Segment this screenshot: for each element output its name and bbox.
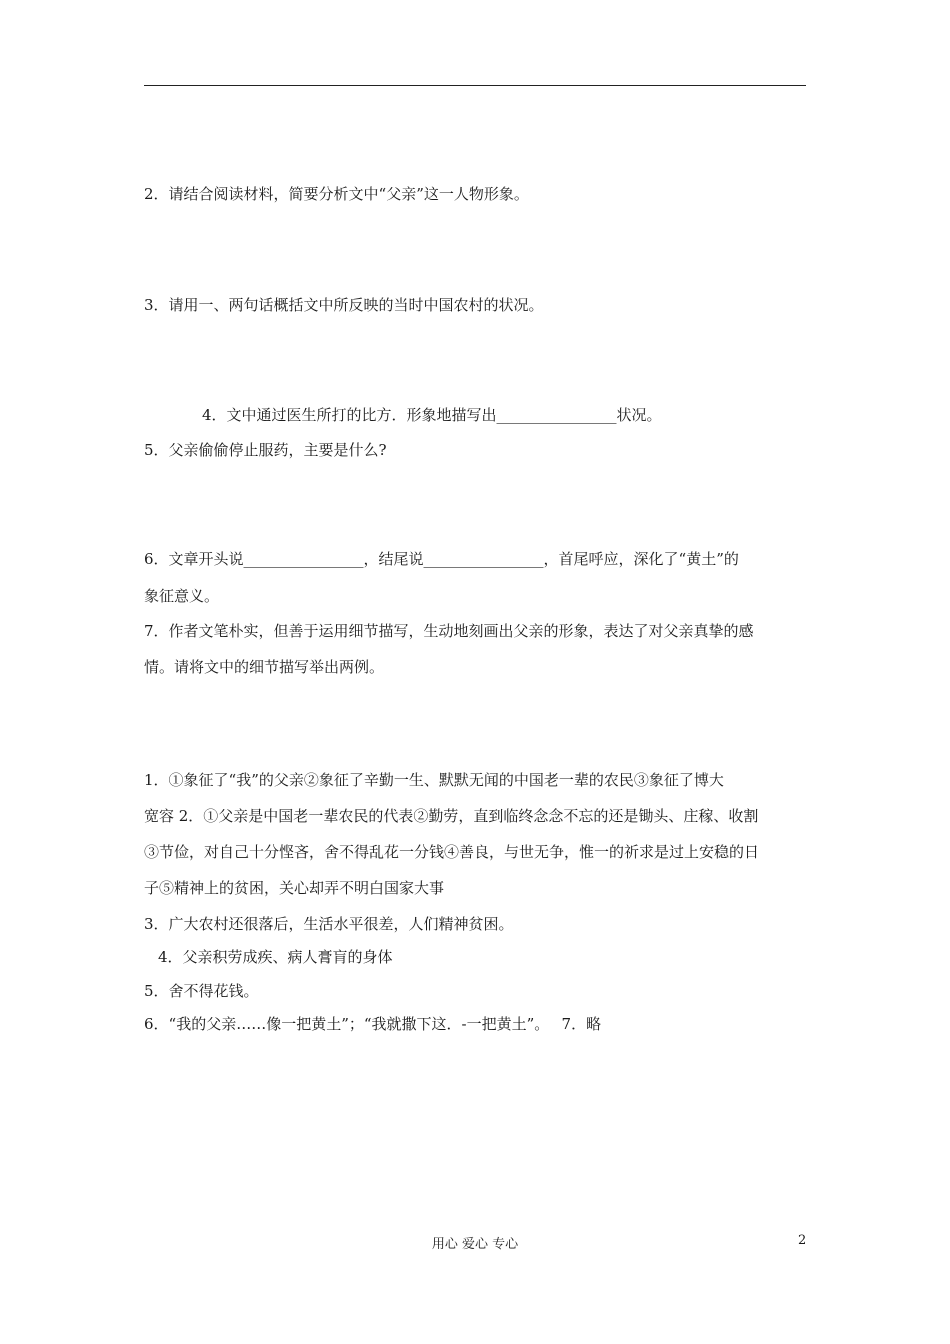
answer-3: 3．广大农村还很落后，生活水平很差，人们精神贫困。 [144,915,514,933]
question-5: 5．父亲偷偷停止服药，主要是什么? [144,441,387,459]
answer-1-line-2: 宽容 2．①父亲是中国老一辈农民的代表②勤劳，直到临终念念不忘的还是锄头、庄稼、收割 [144,807,759,825]
footer-text: 用心 爱心 专心 [431,1237,519,1252]
answer-4: 4．父亲积劳成疾、病人膏肓的身体 [158,948,393,966]
question-7-line-2: 情。请将文中的细节描写举出两例。 [144,658,385,676]
question-7-line-1: 7．作者文笔朴实，但善于运用细节描写，生动地刻画出父亲的形象，表达了对父亲真挚的感 [144,622,754,640]
answer-1-line-4: 子⑤精神上的贫困，关心却弄不明白国家大事 [144,879,445,897]
header-rule [144,85,806,86]
answer-1-line-1: 1．①象征了“我”的父亲②象征了辛勤一生、默默无闻的中国老一辈的农民③象征了博大 [144,771,724,789]
answer-6-7: 6．“我的父亲……像一把黄土”；“我就撒下这．-一把黄土”。 7．略 [144,1015,602,1033]
question-4: 4．文中通过医生所打的比方．形象地描写出________________状况。 [202,406,662,424]
question-6-line-1: 6．文章开头说________________，结尾说________________，首尾呼应，深化了“黄土”的 [144,550,739,568]
page-number: 2 [798,1233,807,1248]
answer-1-line-3: ③节俭，对自己十分悭吝，舍不得乱花一分钱④善良，与世无争，惟一的祈求是过上安稳的日 [144,843,760,861]
answer-5: 5．舍不得花钱。 [144,982,259,1000]
question-6-line-2: 象征意义。 [144,587,220,605]
question-3: 3．请用一、两句话概括文中所反映的当时中国农村的状况。 [144,296,544,314]
question-2: 2．请结合阅读材料，简要分析文中“父亲”这一人物形象。 [144,185,529,203]
